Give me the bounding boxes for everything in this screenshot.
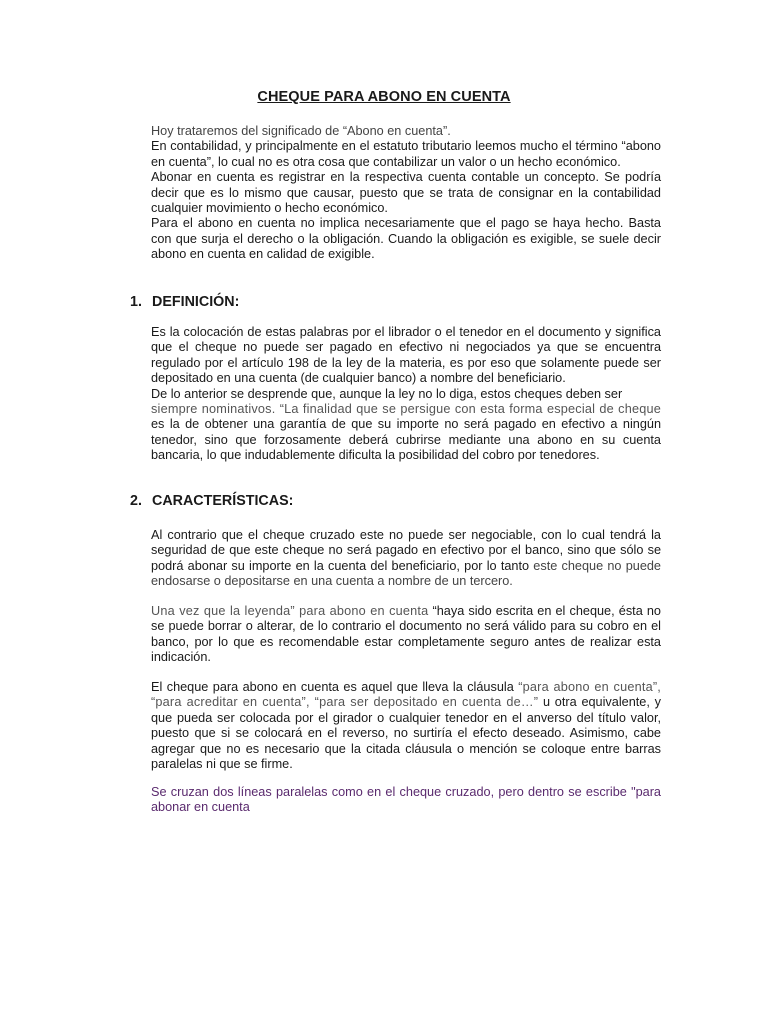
- highlight-paragraph: Se cruzan dos líneas paralelas como en el cheque cruzado, pero dentro se escribe "para abonar en cuenta: [151, 785, 661, 815]
- section-title: DEFINICIÓN:: [152, 294, 240, 310]
- section-title: CARACTERÍSTICAS:: [152, 493, 294, 509]
- text-run: u otra equivalente, y que pueda ser colocada por el girador o cualquier tenedor en el anverso del título valor, puesto que si se colocará en el reverso, no surtiría el efecto deseado. Asimismo, cabe agregar que no es necesario que la citada cláusula o mención se coloque entre barras paralelas ni que se firme.: [151, 695, 661, 772]
- intro-paragraph: Para el abono en cuenta no implica necesariamente que el pago se haya hecho. Basta con que surja el derecho o la obligación. Cuando la obligación es exigible, se suele decir abono en cuenta en calidad de exigible.: [151, 216, 661, 262]
- section-number: 2.: [130, 493, 142, 509]
- intro-paragraph: Abonar en cuenta es registrar en la respectiva cuenta contable un concepto. Se podría decir que es lo mismo que causar, puesto que se trata de consignar en la contabilidad cualquier movimiento o hecho económico.: [151, 170, 661, 216]
- definicion-paragraph: De lo anterior se desprende que, aunque la ley no lo diga, estos cheques deben ser: [151, 386, 623, 401]
- section-number: 1.: [130, 294, 142, 310]
- definicion-paragraph: Es la colocación de estas palabras por el librador o el tenedor en el documento y significa que el cheque no puede ser pagado en efectivo ni negociados ya que se encuentra regulado por el artículo 198 de la ley de la materia, es por eso que solamente puede ser depositado en una cuenta (de cualquier banco) a nombre del beneficiario.: [151, 325, 661, 386]
- caracteristicas-paragraph-4: [151, 785, 661, 816]
- caracteristicas-paragraph-2: [151, 604, 661, 666]
- text-run: El cheque para abono en cuenta es aquel que lleva la cláusula: [151, 680, 514, 694]
- text-run: Al contrario que el cheque cruzado este no puede ser negociable, con lo cual tendrá la seguridad de que este cheque no será pagado en efectivo por el banco, sino que sólo se podrá abonar su importe en la cuenta del beneficiario, por lo tanto: [151, 528, 661, 573]
- text-run: Una vez que la leyenda” para abono en cuenta: [151, 604, 429, 618]
- definicion-section: [151, 325, 661, 464]
- definicion-paragraph: siempre nominativos. “La finalidad que se persigue con esta forma especial de cheque: [151, 402, 661, 417]
- section-heading-caracteristicas: [130, 493, 293, 509]
- intro-paragraph: Hoy trataremos del significado de “Abono en cuenta”.: [151, 124, 451, 138]
- definicion-paragraph: es la de obtener una garantía de que su importe no será pagado en efectivo a ningún tenedor, sino que forzosamente deberá cubrirse mediante una abono en su cuenta bancaria, lo que indudablemente dificulta la posibilidad del cobro por tenedores.: [151, 417, 661, 463]
- caracteristicas-paragraph-3: [151, 680, 661, 772]
- document-title: CHEQUE PARA ABONO EN CUENTA: [257, 89, 511, 105]
- intro-section: [151, 124, 661, 263]
- caracteristicas-paragraph-1: [151, 528, 661, 590]
- intro-paragraph: En contabilidad, y principalmente en el estatuto tributario leemos mucho el término “abono en cuenta”, lo cual no es otra cosa que contabilizar un valor o un hecho económico.: [151, 139, 661, 169]
- text-run: “para abono en cuenta”, “para acreditar en cuenta”, “para ser depositado en cuenta de…”: [151, 680, 661, 710]
- text-run: “haya sido escrita en el cheque, ésta no se puede borrar o alterar, de lo contrario el documento no será válido para su cobro en el banco, por lo que es recomendable estar completamente seguro antes de realizar esta indicación.: [151, 604, 661, 665]
- section-heading-definicion: [130, 294, 239, 310]
- text-run: este cheque no puede endosarse o depositarse en una cuenta a nombre de un tercero.: [151, 558, 661, 589]
